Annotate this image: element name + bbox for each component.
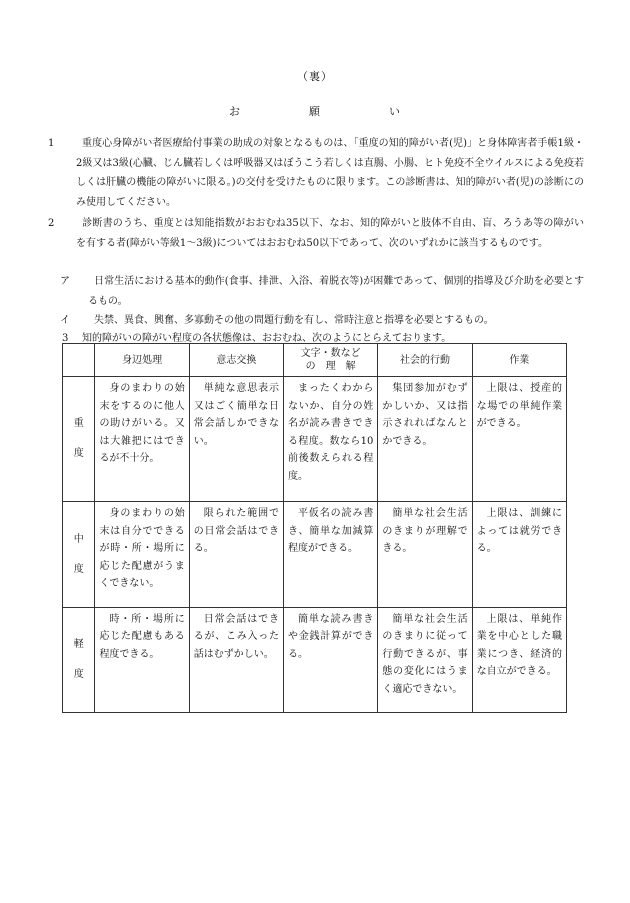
sub-item-a xyxy=(60,272,584,311)
sub-item-text: 日常生活における基本的動作(食事、排泄、入浴、着脱衣等)が困難であって、個別的指導及び介助を必要とするもの。 xyxy=(88,276,584,307)
header-social-behavior: 社会的行動 xyxy=(378,344,472,377)
table-row xyxy=(63,377,567,502)
paragraph-number: 3 xyxy=(62,333,69,344)
table-cell: 簡単な読み書きや金銭計算ができる。 xyxy=(284,607,378,712)
paragraph-2 xyxy=(48,214,584,253)
table-cell: 時・所・場所に応じた配慮もある程度できる。 xyxy=(95,607,189,712)
reverse-side-label: （裏） xyxy=(297,70,333,83)
table-header-row xyxy=(63,344,567,377)
sub-item-i xyxy=(60,311,584,331)
table-cell: まったくわからないか、自分の姓名が読み書きできる程度。数なら10前後数えられる程度。 xyxy=(284,377,378,502)
table-cell: 限られた範囲での日常会話はできる。 xyxy=(189,502,283,607)
row-label-severe xyxy=(63,377,95,502)
row-label-char: 重 xyxy=(73,418,84,430)
row-label-char: 度 xyxy=(73,448,84,460)
title-char: 願 xyxy=(309,105,321,118)
table-cell: 平仮名の読み書き、簡単な加減算程度ができる。 xyxy=(284,502,378,607)
sub-item-label: ア xyxy=(60,276,70,287)
disability-level-table xyxy=(62,343,567,713)
sub-item-label: イ xyxy=(60,315,70,326)
header-literacy-numeracy-text: 文字・数など の 理 解 xyxy=(300,348,361,372)
paragraph-text: 診断書のうち、重度とは知能指数がおおむね35以下、なお、知的障がいと肢体不自由、盲、ろうあ等の障がいを有する者(障がい等級1〜3級)についてはおおむね50以下であって、次のいずれかに該当するものです。 xyxy=(76,218,584,249)
header-work: 作業 xyxy=(472,344,566,377)
header-cell-empty xyxy=(63,344,95,377)
row-label-mild xyxy=(63,607,95,712)
row-label-char: 度 xyxy=(73,668,84,680)
table-cell: 上限は、授産的な場での単純作業ができる。 xyxy=(472,377,566,502)
page-title xyxy=(0,103,630,119)
row-label-char: 中 xyxy=(73,533,84,545)
table-cell: 簡単な社会生活のきまりに従って行動できるが、事態の変化にはうまく適応できない。 xyxy=(378,607,472,712)
paragraph-1 xyxy=(48,134,584,213)
header-self-care: 身辺処理 xyxy=(95,344,189,377)
table-cell: 上限は、訓練によっては就労できる。 xyxy=(472,502,566,607)
table-row xyxy=(63,502,567,607)
table-cell: 上限は、単純作業を中心とした職業につき、経済的な自立ができる。 xyxy=(472,607,566,712)
row-label-char: 軽 xyxy=(73,638,84,650)
paragraph-number: 1 xyxy=(48,138,55,149)
title-char: い xyxy=(389,105,401,118)
row-label-char: 度 xyxy=(73,563,84,575)
sub-item-text: 失禁、異食、興奮、多寡動その他の問題行動を有し、常時注意と指導を必要とするもの。 xyxy=(94,315,494,326)
table-cell: 単純な意思表示又はごく簡単な日常会話しかできない。 xyxy=(189,377,283,502)
paragraph-text: 知的障がいの障がい程度の各状態像は、おおむね、次のようにとらえております。 xyxy=(82,333,452,344)
table-cell: 身のまわりの始末は自分でできるが時・所・場所に応じた配慮がうまくできない。 xyxy=(95,502,189,607)
table-cell: 日常会話はできるが、こみ入った話はむずかしい。 xyxy=(189,607,283,712)
paragraph-text: 重度心身障がい者医療給付事業の助成の対象となるものは、「重度の知的障がい者(児)」と身体障害者手帳1級・2級又は3級(心臓、じん臓若しくは呼吸器又はぼうこう若しくは直腸、小腸、ヒト免疫不全ウイルスによる免疫若しくは肝臓の機能の障がいに限る。)の交付を受けたものに限ります。この診断書は、知的障がい者(児)の診断にのみ使用してください。 xyxy=(76,138,584,209)
header-literacy-numeracy xyxy=(284,344,378,377)
table-row xyxy=(63,607,567,712)
paragraph-number: 2 xyxy=(48,218,55,229)
table-cell: 簡単な社会生活のきまりが理解できる。 xyxy=(378,502,472,607)
table-cell: 集団参加がむずかしいか、又は指示されればなんとかできる。 xyxy=(378,377,472,502)
row-label-moderate xyxy=(63,502,95,607)
header-communication: 意志交換 xyxy=(189,344,283,377)
title-char: お xyxy=(229,105,241,118)
table-cell: 身のまわりの始末をするのに他人の助けがいる。又は大雑把にはできるが不十分。 xyxy=(95,377,189,502)
